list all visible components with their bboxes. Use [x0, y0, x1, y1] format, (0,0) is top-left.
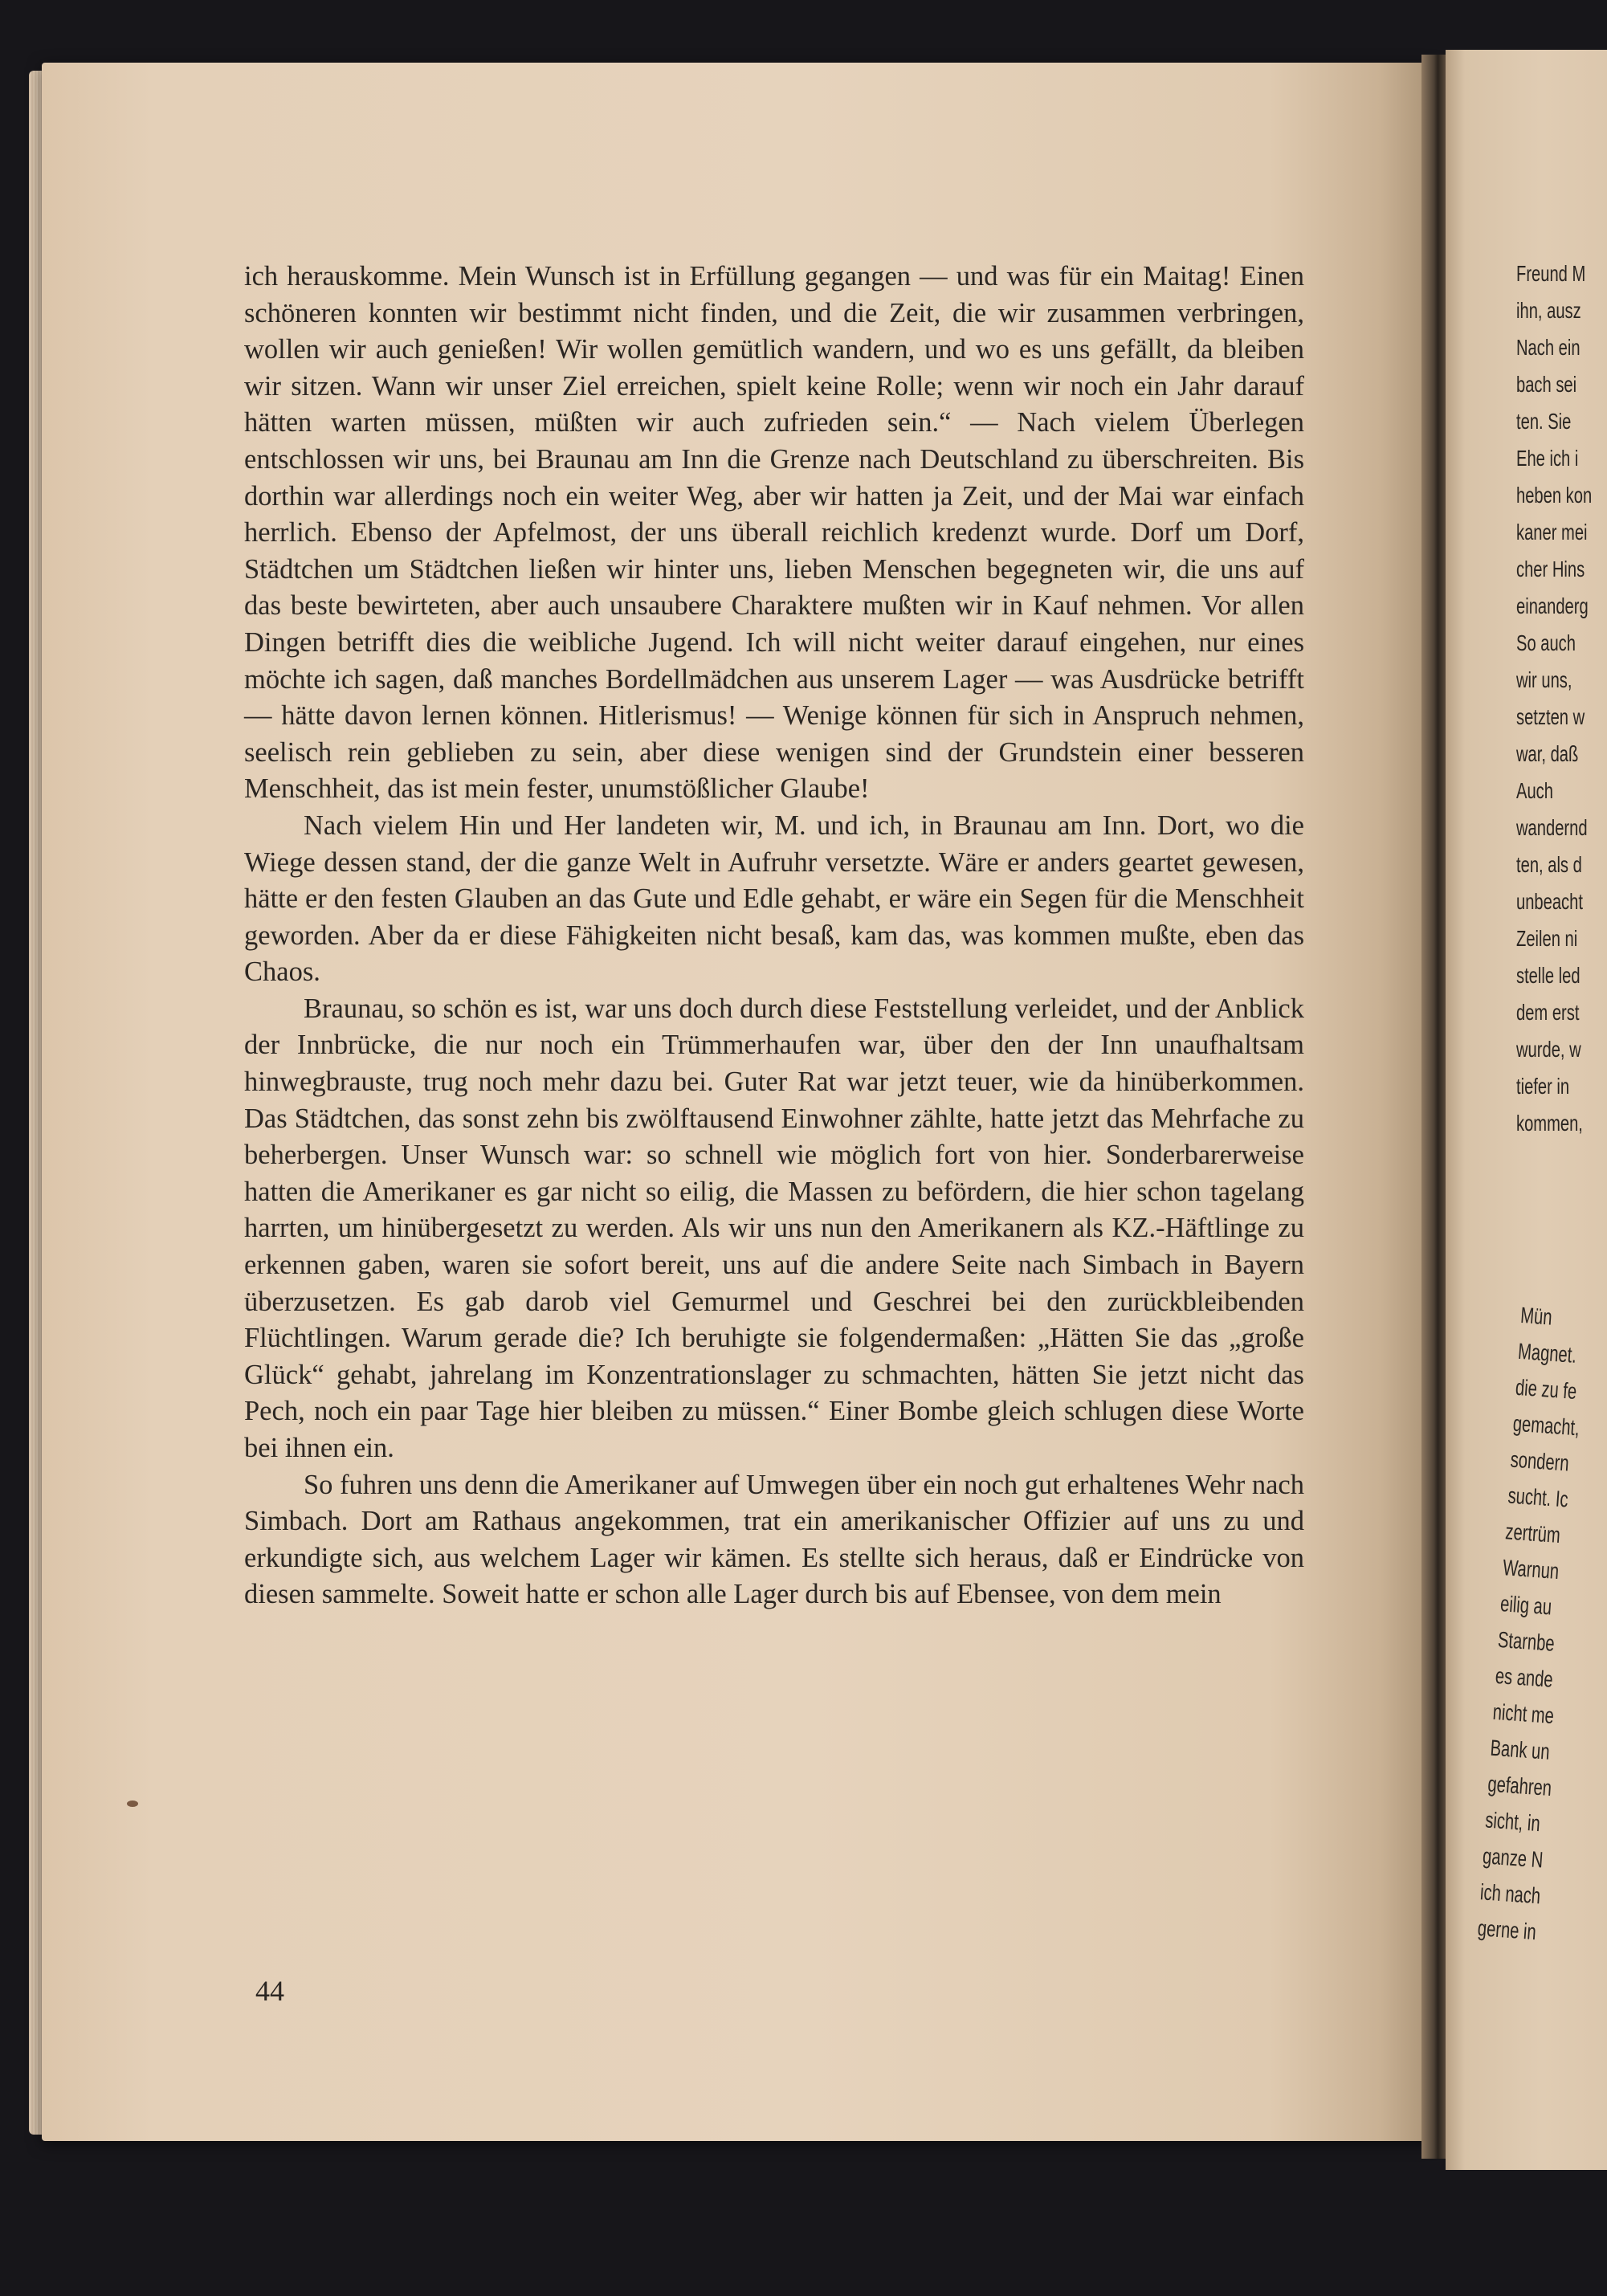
- ink-mark: [127, 1801, 138, 1807]
- paragraph-4: So fuhren uns denn die Amerikaner auf Umwegen über ein noch gut erhaltenes Wehr nach Simbach. Dort am Rathaus angekommen, trat ein amerikanischer Offizier auf uns zu und erkundigte sich, aus welchem Lager wir kämen. Es stellte sich heraus, daß er Eindrücke von diesen sammelte. Soweit hatte er schon alle Lager durch bis auf Ebensee, von dem mein: [244, 1469, 1304, 1610]
- facing-page-line: Ehe ich i: [1516, 446, 1579, 471]
- facing-page-line: sucht. Ic: [1507, 1482, 1569, 1512]
- facing-page-line: kaner mei: [1516, 520, 1588, 544]
- facing-page-line: Warnun: [1502, 1555, 1560, 1584]
- facing-page-line: sondern: [1509, 1446, 1570, 1476]
- paragraph-3: Braunau, so schön es ist, war uns doch durch diese Feststellung verleidet, und der Anblick der Innbrücke, die nur noch ein Trümmerhaufen war, über den der Inn unaufhaltsam hinwegbrauste, trug noch mehr dazu bei. Guter Rat war jetzt teuer, wie da hinüberkommen. Das Städtchen, das sonst zehn bis zwölftausend Einwohner zählte, hatte jetzt das Mehrfache zu beherbergen. Unser Wunsch war: so schnell wie möglich fort von hier. Sonderbarerweise hatten die Amerikaner es gar nicht so eilig, die Massen zu befördern, die hier schon tagelang harrten, um hinübergesetzt zu werden. Als wir uns nun den Amerikanern als KZ.-Häftlinge zu erkennen gaben, waren sie sofort bereit, uns auf die andere Seite nach Simbach in Bayern überzusetzen. Es gab darob viel Gemurmel und Geschrei bei den zurückbleibenden Flüchtlingen. Warum gerade die? Ich beruhigte sie folgendermaßen: „Hätten Sie das „große Glück“ gehabt, jahrelang im Konzentrationslager zu schmachten, hätten Sie jetzt nicht das Pech, noch ein paar Tage hier bleiben zu müssen.“ Einer Bombe gleich schlugen diese Worte bei ihnen ein.: [244, 993, 1304, 1463]
- facing-page-line: tiefer in: [1516, 1074, 1570, 1099]
- facing-page-line: Auch: [1516, 778, 1553, 803]
- facing-page-line: wandernd: [1516, 815, 1588, 840]
- book-gutter: [1421, 55, 1449, 2159]
- facing-page-line: gemacht,: [1511, 1410, 1580, 1441]
- facing-page-line: stelle led: [1516, 963, 1580, 988]
- paragraph-2: Nach vielem Hin und Her landeten wir, M. und ich, in Braunau am Inn. Dort, wo die Wiege dessen stand, der die ganze Welt in Aufruhr versetzte. Wäre er anders geartet gewesen, hätte er den festen Glauben an das Gute und Edle gehabt, er wäre ein Segen für die Menschheit geworden. Aber da er diese Fähigkeiten nicht besaß, kam das, was kommen mußte, eben das Chaos.: [244, 810, 1304, 988]
- facing-page-line: Magnet.: [1517, 1338, 1578, 1368]
- facing-page-line: gerne in: [1476, 1915, 1537, 1945]
- facing-page-line: eilig au: [1499, 1591, 1553, 1620]
- page-number: 44: [255, 1975, 284, 2007]
- facing-page-line: die zu fe: [1515, 1374, 1578, 1405]
- facing-page-line: wurde, w: [1516, 1037, 1581, 1062]
- facing-page-line: es ande: [1494, 1662, 1554, 1692]
- paragraph-1: ich herauskomme. Mein Wunsch ist in Erfüllung gegangen — und was für ein Maitag! Einen schöneren konnten wir bestimmt nicht finden, und die Zeit, die wir zusammen verbringen, wollen wir auch genießen! Wir wollen gemütlich wandern, und wo es uns gefällt, da bleiben wir sitzen. Wann wir unser Ziel erreichen, spielt keine Rolle; wenn wir noch ein Jahr darauf hätten warten müssen, müßten wir auch zufrieden sein.“ — Nach vielem Überlegen entschlossen wir uns, bei Braunau am Inn die Grenze nach Deutschland zu überschreiten. Bis dorthin war allerdings noch ein weiter Weg, aber wir hatten ja Zeit, und der Mai war einfach herrlich. Ebenso der Apfelmost, der uns überall reichlich kredenzt wurde. Dorf um Dorf, Städtchen um Städtchen ließen wir hinter uns, lieben Menschen begegneten wir, die uns auf das beste bewirteten, aber auch unsaubere Charaktere mußten wir in Kauf nehmen. Vor allen Dingen betrifft dies die weibliche Jugend. Ich will nicht weiter darauf eingehen, nur eines möchte ich sagen, daß manches Bordellmädchen aus unserem Lager — was Ausdrücke betrifft — hätte davon lernen können. Hitlerismus! — Wenige können für sich in Anspruch nehmen, seelisch rein geblieben zu sein, aber diese wenigen sind der Grundstein einer besseren Menschheit, das ist mein fester, unumstößlicher Glaube!: [244, 261, 1304, 805]
- facing-page-line: Nach ein: [1516, 335, 1580, 360]
- facing-page-line: kommen,: [1516, 1111, 1583, 1136]
- facing-page-line: ihn, ausz: [1516, 298, 1581, 323]
- facing-page-line: unbeacht: [1516, 889, 1583, 914]
- facing-page-line: zertrüm: [1504, 1519, 1561, 1548]
- facing-page-line: bach sei: [1516, 372, 1577, 397]
- facing-page-line: Bank un: [1489, 1735, 1551, 1764]
- facing-page-line: gefahren: [1487, 1771, 1553, 1801]
- facing-page-line: ich nach: [1479, 1879, 1542, 1909]
- facing-page-line: ganze N: [1482, 1843, 1544, 1873]
- facing-page-line: sicht, in: [1484, 1807, 1541, 1837]
- facing-page-line: setzten w: [1516, 704, 1585, 729]
- facing-page-line: ten. Sie: [1516, 409, 1572, 434]
- facing-page-line: cher Hins: [1516, 557, 1585, 581]
- facing-page-line: Mün: [1519, 1302, 1553, 1330]
- facing-page-line: ten, als d: [1516, 852, 1582, 877]
- facing-page-line: So auch: [1516, 630, 1576, 655]
- facing-page-line: einanderg: [1516, 593, 1589, 618]
- facing-page-line: Freund M: [1516, 261, 1586, 286]
- facing-page-text-top: [1516, 255, 1607, 1142]
- facing-page-line: heben kon: [1516, 483, 1593, 508]
- facing-page-line: Zeilen ni: [1516, 926, 1578, 951]
- facing-page-line: nicht me: [1491, 1699, 1555, 1729]
- facing-page-line: wir uns,: [1516, 667, 1572, 692]
- facing-page-line: dem erst: [1516, 1000, 1580, 1025]
- facing-page-line: Starnbe: [1497, 1626, 1556, 1656]
- body-text: [244, 259, 1304, 1613]
- facing-page-line: war, daß: [1516, 741, 1579, 766]
